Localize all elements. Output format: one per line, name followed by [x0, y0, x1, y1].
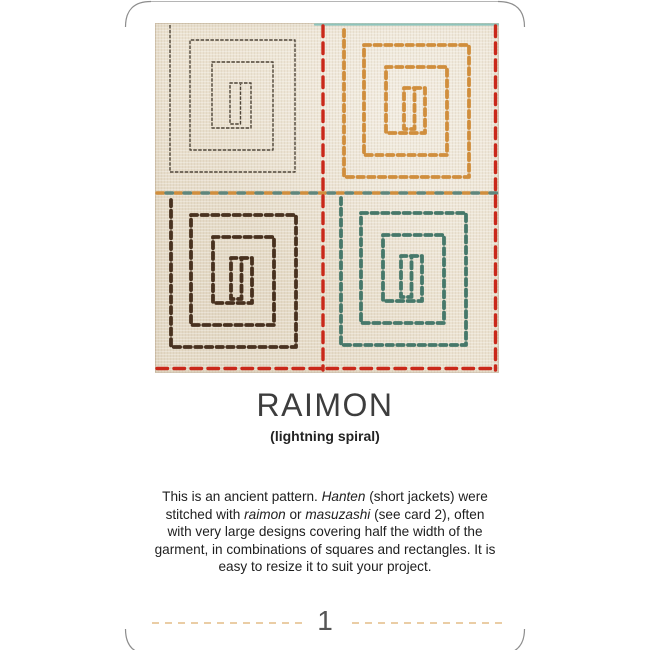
description-segment: Hanten — [321, 489, 366, 504]
description-segment: raimon — [244, 506, 286, 522]
page-number: 1 — [317, 605, 333, 636]
description-segment: (short jackets) were stitched with — [165, 489, 488, 522]
description-segment: (see card 2), often with very large designs covering half the width of the garment, in combinations of squares and rectangles. It is easy to resize it to suit your project. — [154, 506, 496, 574]
border-stitch-lines — [155, 23, 499, 373]
pattern-subtitle: (lightning spiral) — [270, 428, 380, 444]
pattern-description — [152, 488, 498, 576]
description-segment: This is an ancient pattern. — [162, 489, 322, 504]
stitch-sample-photo — [155, 23, 499, 373]
description-segment: masuzashi — [305, 506, 371, 522]
description-segment: or — [285, 506, 306, 522]
card-corner-top-right — [498, 2, 525, 28]
pattern-title: RAIMON — [256, 387, 394, 423]
card-corner-top-left — [126, 2, 152, 28]
